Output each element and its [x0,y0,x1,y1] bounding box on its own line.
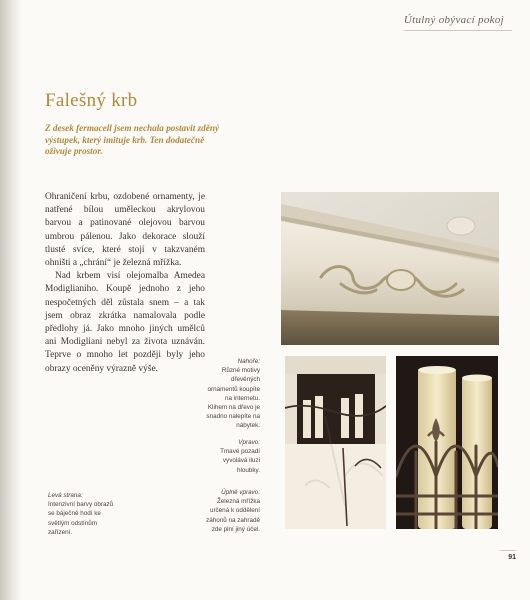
caption-far-right-label: Úplně vpravo: [221,489,260,496]
caption-top-text: Různé motivy dřevěných ornamentů koupíte na internetu. Klihem na dřevo je snadno nalepíte na nábytek. [206,367,260,430]
page-title: Falešný krb [45,90,138,111]
caption-top-label: Nahoře: [237,358,260,365]
body-paragraph-2: Nad krbem visí olejomalba Amedea Modiglianiho. Koupě jednoho z jeho nespočetných děl zůstala snem – a tak jsem obraz zkrátka namalovala podle předlohy já. Jako mnoho jiných umělců ani Modigliani nebyl za života uznáván. Teprve o mnoho let později byly jeho obrazy oceněny výrazně výše. [45,271,205,374]
caption-left [48,491,118,537]
caption-left-label: Levá strana: [48,492,83,499]
body-paragraph-1: Ohraničení krbu, ozdobené ornamenty, je natřené bílou uměleckou akrylovou barvou a patinované olejovou barvou umbrou pálenou. Jako dekorace slouží tlusté svíce, které stojí v takzvaném ohništi a „chrání“ je železná mřížka. [45,192,205,269]
lead-paragraph: Z desek fermacell jsem nechala postavit zděný výstupek, který imituje krb. Ten dodatečně oživuje prostor. [45,123,220,156]
caption-far-right [206,488,260,534]
photo-fireplace-interior [285,356,386,529]
body-text [45,191,205,376]
photo-candles-iron-grate [396,356,498,529]
footer-rule [500,550,516,551]
caption-right [206,438,260,475]
caption-top [206,357,260,431]
running-head: Útulný obývací pokoj [403,14,504,26]
book-gutter-shadow [0,0,22,600]
header-rule [404,30,512,31]
caption-right-label: Vpravo: [238,439,260,446]
caption-left-text: Intenzivní barvy obrazů se báječně hodí ke světlým odstínům zařízení. [48,501,114,536]
caption-right-text: Tmavé pozadí vyvolává iluzi hloubky. [220,448,260,474]
page-number: 91 [508,554,516,561]
photo-mantel-ornament [281,192,499,345]
caption-far-right-text: Železná mřížka určená k oddělení záhonů na zahradě zde plní jiný účel. [206,498,260,533]
